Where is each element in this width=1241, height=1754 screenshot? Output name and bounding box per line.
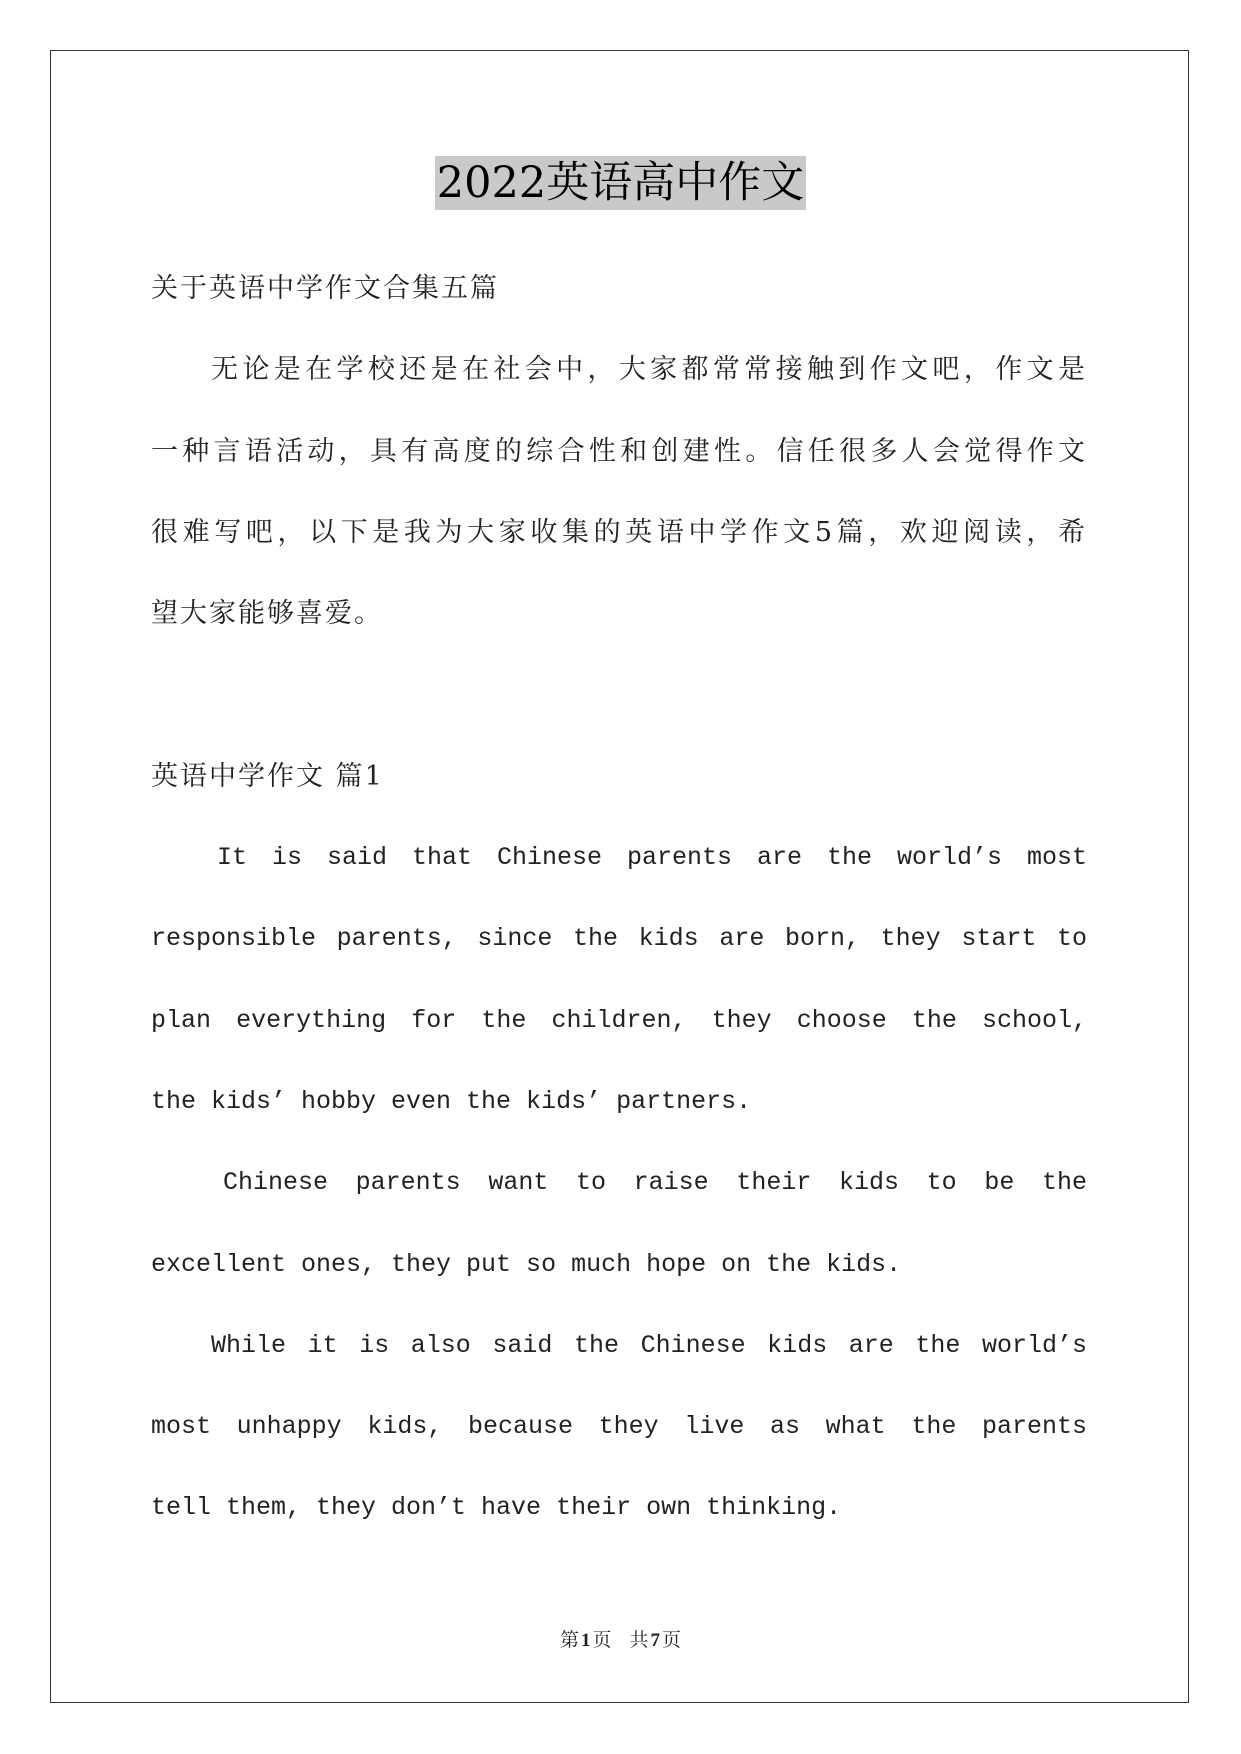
essay-paragraph [151,817,1087,1142]
intro-line: 无论是在学校还是在社会中，大家都常常接触到作文吧，作文是 [211,354,1087,386]
intro-line: 一种言语活动，具有高度的综合性和创建性。信任很多人会觉得作文 [151,435,1087,467]
essay-line: Chinese parents want to raise their kids to be the [223,1168,1087,1198]
page-footer [0,1625,1241,1652]
page-number-current: 1 [580,1630,591,1651]
essay-paragraph [151,1305,1087,1549]
essay-paragraph [151,1142,1087,1305]
page-number-total: 7 [650,1630,661,1651]
section-heading: 英语中学作文 篇1 [151,760,384,792]
document-title: 2022英语高中作文 [436,158,805,208]
document-body [151,248,1087,1549]
page-total-prefix: 共 [629,1630,649,1651]
page-number-label: 页 [592,1630,612,1651]
intro-line: 望大家能够喜爱。 [151,598,383,630]
essay-line: excellent ones, they put so much hope on the kids. [151,1249,902,1279]
essay-line: responsible parents, since the kids are born, they start to [151,924,1087,954]
page-number-prefix: 第 [559,1630,579,1651]
essay-line: It is said that Chinese parents are the world’s most [217,843,1087,873]
essay-line: plan everything for the children, they choose the school, [151,1005,1087,1035]
essay-line: tell them, they don’t have their own thinking. [151,1493,842,1523]
intro-line: 很难写吧，以下是我为大家收集的英语中学作文5篇，欢迎阅读，希 [151,516,1087,548]
document-subtitle: 关于英语中学作文合集五篇 [151,273,499,304]
essay-line: most unhappy kids, because they live as what the parents [151,1412,1087,1442]
blank-line [151,654,1087,735]
intro-paragraph [151,329,1087,654]
title-container [0,156,1241,210]
essay-line: the kids’ hobby even the kids’ partners. [151,1086,752,1116]
page-total-label: 页 [662,1630,682,1651]
essay-line: While it is also said the Chinese kids are the world’s [211,1330,1087,1360]
